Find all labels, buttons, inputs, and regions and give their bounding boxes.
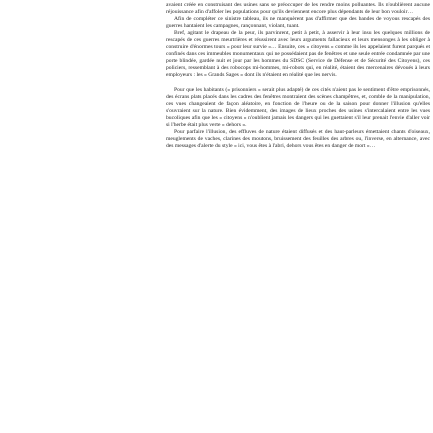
paragraph-5: Pour parfaire l'illusion, des effluves de nature étaient diffusés et des haut-parleurs émettaient chants d'oiseaux, meuglements de vaches, clarines des moutons, bruissement des feuilles des arbres ou, l'inverse, en alternance, avec des messages d'alerte du style « ici, vous êtes à l'abri, dehors vous êtes en danger de mort »… bbox=[166, 128, 430, 149]
text-column bbox=[166, 2, 430, 150]
paragraph-3: Bref, agitant le drapeau de la peur, ils parvinrent, petit à petit, à asservir à leur insu les quelques millions de rescapés de ces guerres meurtrières et réussirent avec leurs arguments fallacieux et leurs mensonges à les obliger à construire d'énormes tours « pour leur survie »… Ensuite, ces « citoyens » comme ils les appelaient furent parqués et confinés dans ces immeubles monumentaux qui ne possédaient pas de fenêtres et une seule entrée condamnée par une porte blindée, gardée nuit et jour par les hommes du SDSC (Service de Défense et de Sécurité des Citoyens), ces policiers, ressemblant à des robocops mi-hommes, mi-robots qui, en réalité, étaient des mercenaires dévoués à leurs employeurs : les « Grands Sages » dont ils n'étaient en réalité que les nervis. bbox=[166, 30, 430, 79]
paragraph-4: Pour que les habitants (« prisonniers » serait plus adapté) de ces cités n'aient pas le sentiment d'être emprisonnés, des écrans plats placés dans les cadres des fenêtres montraient des scènes champêtres, et, comble de la manipulation, ces vues changeaient de façon aléatoire, en fonction de l'heure ou de la saison pour donner l'illusion qu'elles s'ouvraient sur la nature. Bien évidemment, des images de lieux proches des usines s'intercalaient entre les vues bucoliques afin que les « citoyens » n'oublient jamais les dangers qui les guettaient s'il leur prenait l'envie d'aller voir si l'herbe était plus verte « dehors ». bbox=[166, 86, 430, 128]
paragraph-2: Afin de compléter ce sinistre tableau, ils ne manquèrent pas d'affirmer que des bandes de voyous rescapés des guerres hantaient les campagnes, rançonnant, violant, tuant. bbox=[166, 16, 430, 30]
paragraph-1: avaient créée en construisant des usines sans se préoccuper de les rendre moins polluantes. Ils n'oublièrent aucune réjouissance afin d'affoler les populations pour qu'ils deviennent encore plus dépendants de leur bon vouloir… bbox=[166, 2, 430, 16]
